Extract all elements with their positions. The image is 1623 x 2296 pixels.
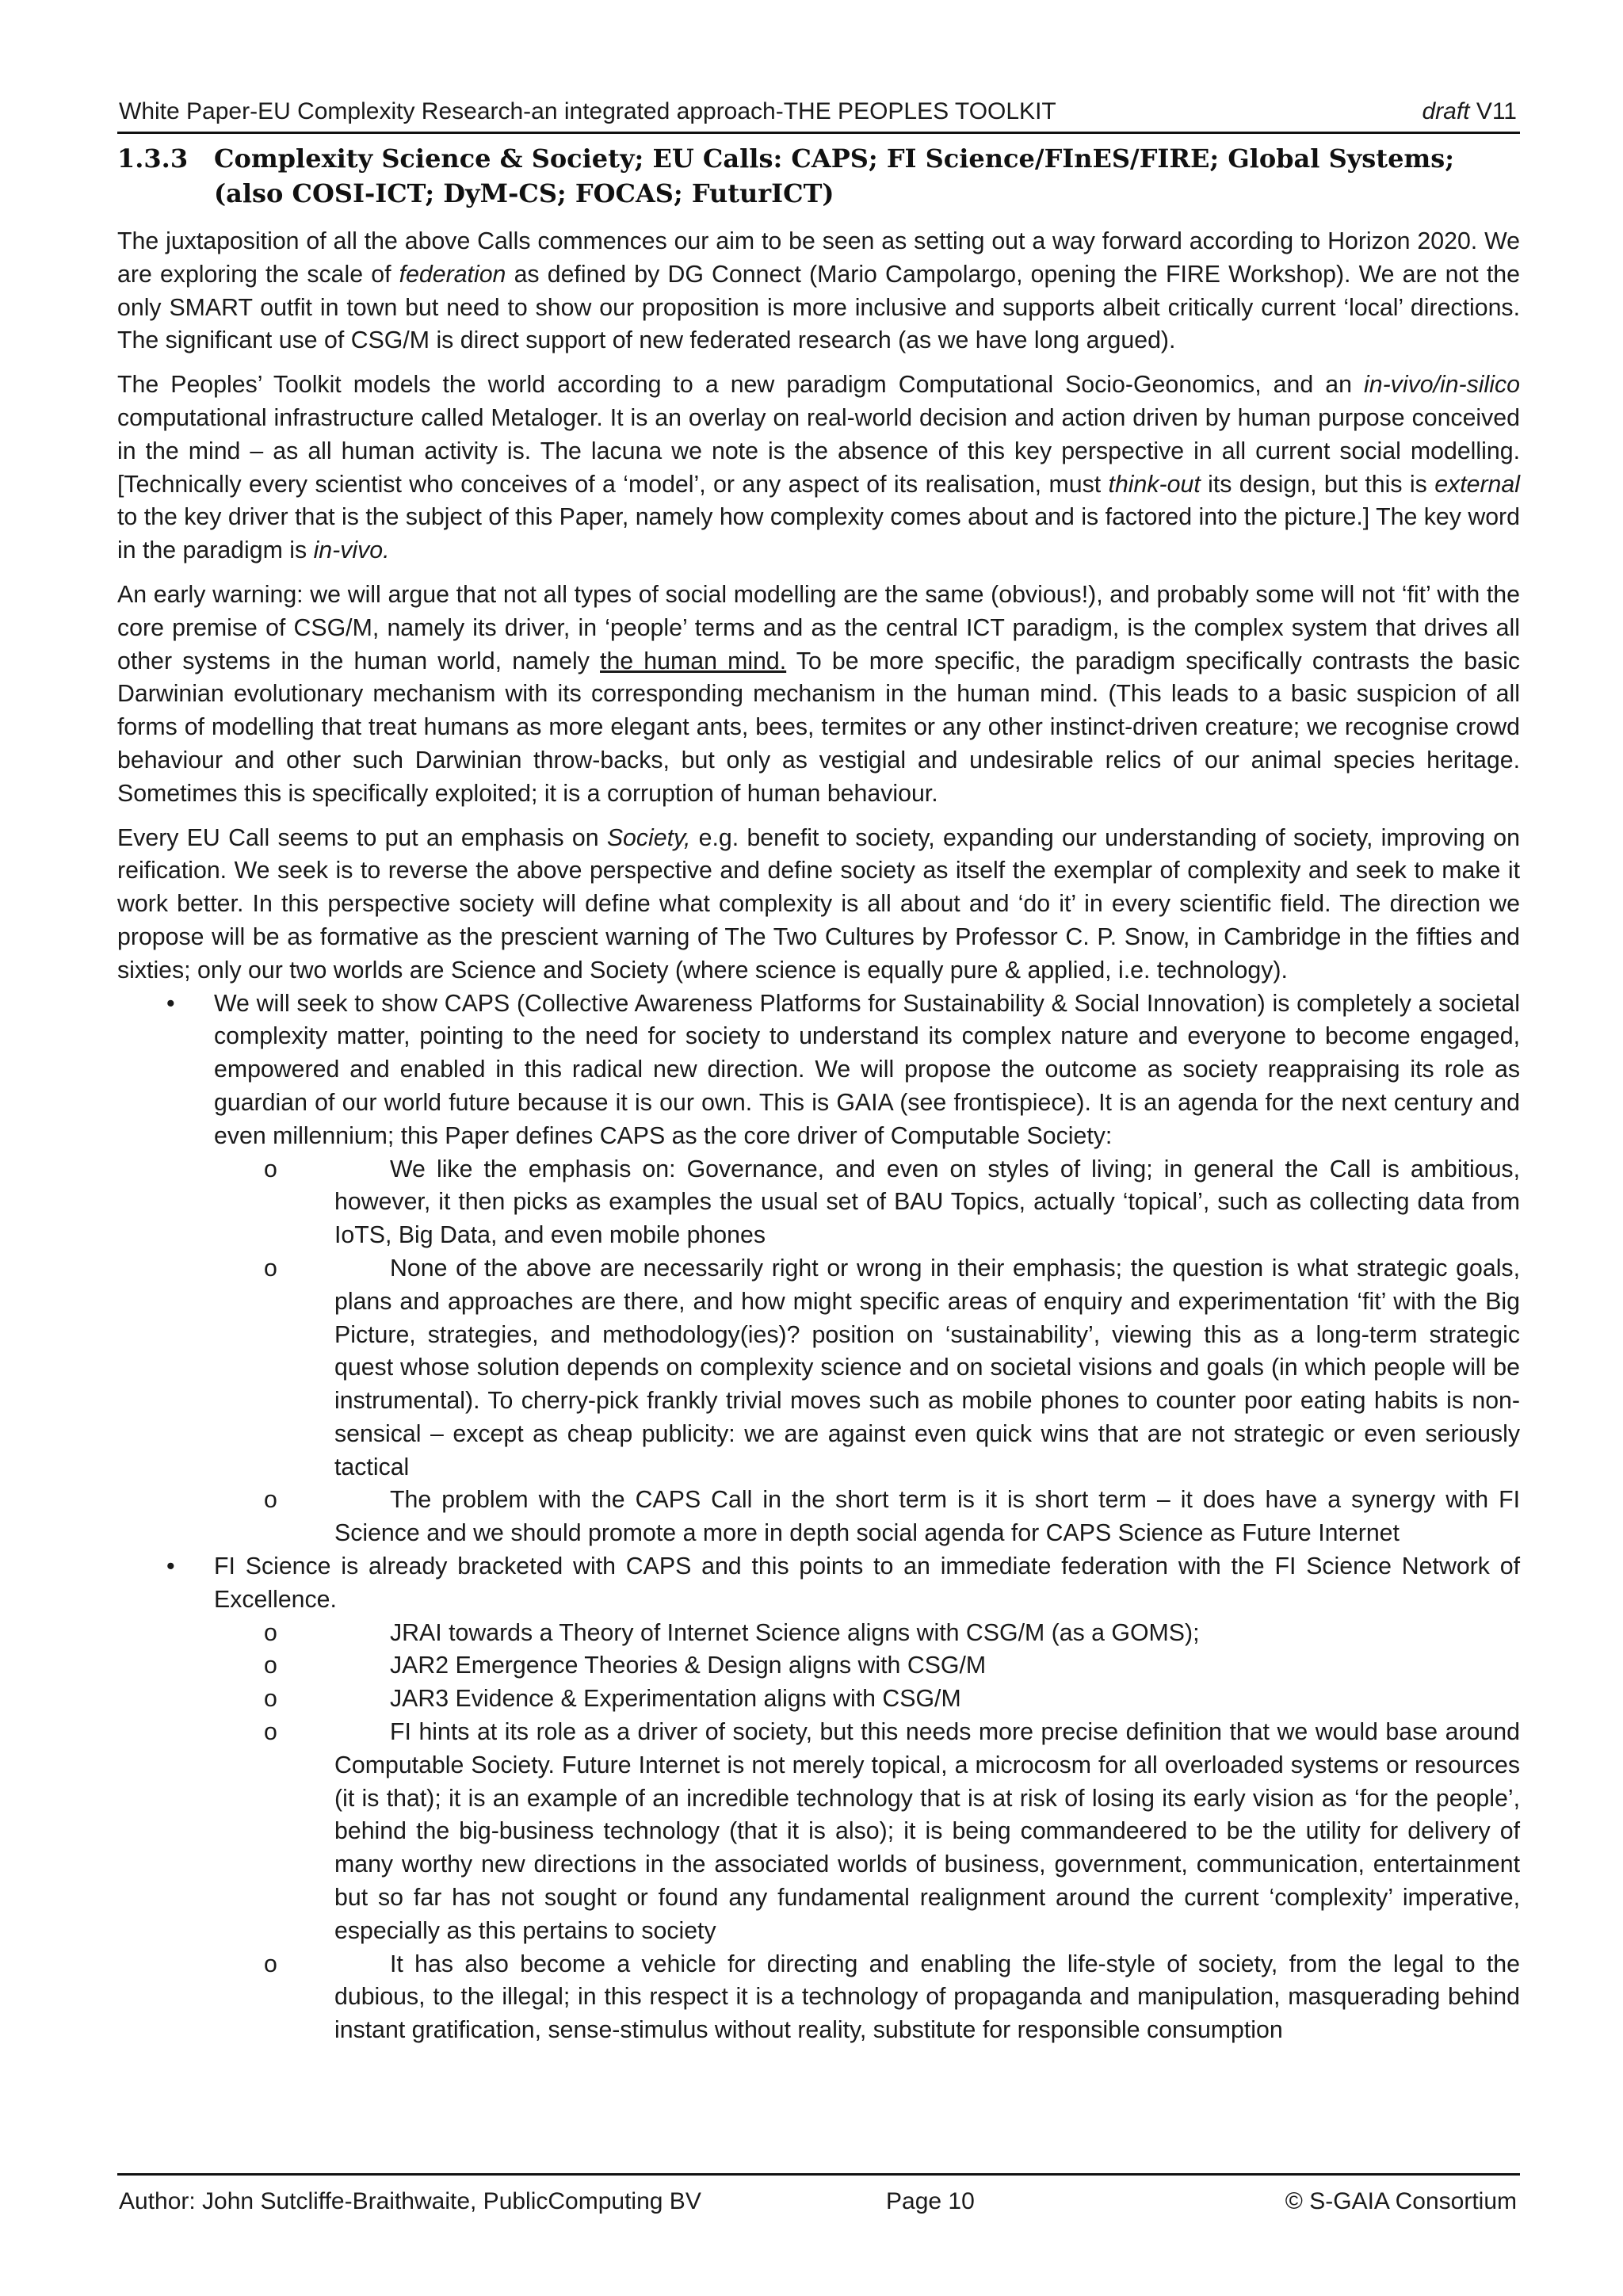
- sub-bullet-item: [117, 1683, 1520, 1716]
- footer-page-number: Page 10: [886, 2188, 975, 2214]
- sub-bullet-list: [214, 1617, 1520, 2047]
- bullet-item-fi-science: [117, 1550, 1520, 2047]
- bullet-list: [117, 988, 1520, 2048]
- bullet-symbol: •: [166, 990, 175, 1017]
- header-title: White Paper-EU Complexity Research-an integrated approach-THE PEOPLES TOOLKIT: [119, 98, 1056, 124]
- sub-bullet-symbol: o: [264, 1156, 277, 1182]
- p4-italic-society: Society,: [606, 824, 691, 851]
- p3-underline-human-mind: the human mind.: [600, 648, 787, 674]
- section-title-line2: (also COSI-ICT; DyM-CS; FOCAS; FuturICT): [214, 178, 834, 208]
- section-number: 1.3.3: [117, 143, 189, 174]
- sub-bullet-item: [117, 1716, 1520, 1948]
- p3-text-a: An early warning: we will argue that not all types of social modelling are the same (obvious!), and probably some will not ‘fit’ with the core premise of CSG/M, namely its driver, in ‘people’ terms and as the central ICT paradigm, is the complex system that drives all other systems in the human world, namely: [117, 581, 1520, 674]
- header-version-number: V11: [1476, 98, 1517, 124]
- sub-bullet-item: [117, 1484, 1520, 1550]
- sub-bullet-symbol: o: [264, 1652, 277, 1679]
- page-footer: [117, 2173, 1520, 2223]
- footer-author: Author: John Sutcliffe-Braithwaite, PublicComputing BV: [119, 2188, 701, 2214]
- main-body: [117, 225, 1520, 2047]
- p4-text-b: e.g. benefit to society, expanding our understanding of society, improving on reification. We seek is to reverse the above perspective and define society as itself the exemplar of complexity and seek to make it work better. In this perspective society will define what complexity is all about and ‘do it’ in every scientific field. The direction we propose will be as formative as the prescient warning of The Two Cultures by Professor C. P. Snow, in Cambridge in the fifties and sixties; only our two worlds are Science and Society (where science is equally pure & applied, i.e. technology).: [117, 824, 1520, 984]
- p2-italic-external: external: [1434, 471, 1520, 498]
- p2-italic-think-out: think-out: [1108, 471, 1201, 498]
- sub-bullet-item: [117, 1948, 1520, 2047]
- p2-italic-invivo-insilico: in-vivo/in-silico: [1364, 372, 1520, 399]
- p2-text-b: computational infrastructure called Metaloger. It is an overlay on real-world decision and action driven by human purpose conceived in the mind – as all human activity is. The lacuna we note is the absence of this key perspective in all current social modelling. [Technically every scientist who conceives of a ‘model’, or any aspect of its realisation, must: [117, 404, 1520, 498]
- p1-text-a: The juxtaposition of all the above Calls commences our aim to be seen as setting out a way forward according to Horizon 2020. We are exploring the scale of: [117, 228, 1520, 288]
- sub-bullet-text: JAR2 Emergence Theories & Design aligns with CSG/M: [390, 1652, 987, 1679]
- p1-italic-federation: federation: [399, 261, 506, 288]
- page-header: [117, 97, 1520, 134]
- sub-bullet-item: [117, 1252, 1520, 1484]
- section-heading: [117, 141, 1520, 211]
- bullet-symbol: •: [166, 1553, 175, 1580]
- paragraph-4: [117, 822, 1520, 988]
- p4-text-a: Every EU Call seems to put an emphasis on: [117, 824, 607, 851]
- header-draft-word: draft: [1422, 98, 1470, 124]
- p2-text-c: its design, but this is: [1200, 471, 1435, 498]
- sub-bullet-symbol: o: [264, 1950, 277, 1977]
- sub-bullet-text: It has also become a vehicle for directing and enabling the life-style of society, from the legal to the dubious, to the illegal; in this respect it is a technology of propaganda and manipulation, masquerading behind instant gratification, sense-stimulus without reality, substitute for responsible consumption: [334, 1950, 1520, 2044]
- p1-text-b: as defined by DG Connect (Mario Campolargo, opening the FIRE Workshop). We are not the only SMART outfit in town but need to show our proposition is more inclusive and supports albeit critically current ‘local’ directions. The significant use of CSG/M is direct support of new federated research (as we have long argued).: [117, 261, 1521, 354]
- sub-bullet-list: [214, 1153, 1520, 1551]
- sub-bullet-item: [117, 1617, 1520, 1650]
- sub-bullet-symbol: o: [264, 1686, 277, 1713]
- footer-copyright: © S-GAIA Consortium: [1285, 2188, 1517, 2214]
- p3-text-b: To be more specific, the paradigm specifically contrasts the basic Darwinian evolutionary mechanism with its corresponding mechanism in the human mind. (This leads to a basic suspicion of all forms of modelling that treat humans as more elegant ants, bees, termites or any other instinct-driven creature; we recognise crowd behaviour and other such Darwinian throw-backs, but only as vestigial and undesirable relics of our animal species heritage. Sometimes this is specifically exploited; it is a corruption of human behaviour.: [117, 648, 1520, 807]
- sub-bullet-text: JAR3 Evidence & Experimentation aligns with CSG/M: [390, 1686, 961, 1713]
- sub-bullet-text: The problem with the CAPS Call in the short term is it is short term – it does have a synergy with FI Science and we should promote a more in depth social agenda for CAPS Science as Future Internet: [334, 1487, 1520, 1547]
- paragraph-2: [117, 369, 1520, 567]
- sub-bullet-symbol: o: [264, 1255, 277, 1282]
- sub-bullet-symbol: o: [264, 1619, 277, 1646]
- section-title-line1: Complexity Science & Society; EU Calls: CAPS; FI Science/FInES/FIRE; Global Systems;: [214, 143, 1455, 174]
- bullet-text: We will seek to show CAPS (Collective Awareness Platforms for Sustainability & Social Innovation) is completely a societal complexity matter, pointing to the need for society to understand its complex nature and everyone to become engaged, empowered and enabled in this radical new direction. We will propose the outcome as society reappraising its role as guardian of our world future because it is our own. This is GAIA (see frontispiece). It is an agenda for the next century and even millennium; this Paper defines CAPS as the core driver of Computable Society:: [214, 990, 1520, 1149]
- paragraph-1: [117, 225, 1520, 357]
- sub-bullet-text: FI hints at its role as a driver of society, but this needs more precise definition that we would base around Computable Society. Future Internet is not merely topical, a microcosm for all overloaded systems or resources (it is that); it is an example of an incredible technology that is at risk of losing its early vision as ‘for the people’, behind the big-business technology (that it is also); it is being commandeered to be the utility for delivery of many worthy new directions in the associated worlds of business, government, communication, entertainment but so far has not sought or found any fundamental realignment around the current ‘complexity’ imperative, especially as this pertains to society: [334, 1719, 1520, 1944]
- p2-italic-invivo: in-vivo.: [313, 537, 390, 564]
- p2-text-d: to the key driver that is the subject of this Paper, namely how complexity comes about and is factored into the picture.] The key word in the paradigm is: [117, 504, 1520, 564]
- bullet-item-caps: [117, 988, 1520, 1551]
- sub-bullet-item: [117, 1649, 1520, 1683]
- paragraph-3: [117, 579, 1520, 811]
- sub-bullet-symbol: o: [264, 1487, 277, 1514]
- sub-bullet-text: None of the above are necessarily right or wrong in their emphasis; the question is what strategic goals, plans and approaches are there, and how might specific areas of enquiry and experimentation ‘fit’ with the Big Picture, strategies, and methodology(ies)? position on ‘sustainability’, viewing this as a long-term strategic quest whose solution depends on complexity science and on societal visions and goals (in which people will be instrumental). To cherry-pick frankly trivial moves such as mobile phones to counter poor eating habits is non-sensical – except as cheap publicity: we are against even quick wins that are not strategic or even seriously tactical: [334, 1255, 1520, 1480]
- sub-bullet-text: JRAI towards a Theory of Internet Science aligns with CSG/M (as a GOMS);: [390, 1619, 1200, 1646]
- header-version: [1422, 98, 1517, 125]
- sub-bullet-text: We like the emphasis on: Governance, and even on styles of living; in general the Call is ambitious, however, it then picks as examples the usual set of BAU Topics, actually ‘topical’, such as collecting data from IoTS, Big Data, and even mobile phones: [334, 1156, 1520, 1249]
- p2-text-a: The Peoples’ Toolkit models the world according to a new paradigm Computational Socio-Geonomics, and an: [117, 372, 1365, 399]
- sub-bullet-item: [117, 1153, 1520, 1252]
- bullet-text: FI Science is already bracketed with CAPS and this points to an immediate federation with the FI Science Network of Excellence.: [214, 1553, 1520, 1613]
- sub-bullet-symbol: o: [264, 1719, 277, 1746]
